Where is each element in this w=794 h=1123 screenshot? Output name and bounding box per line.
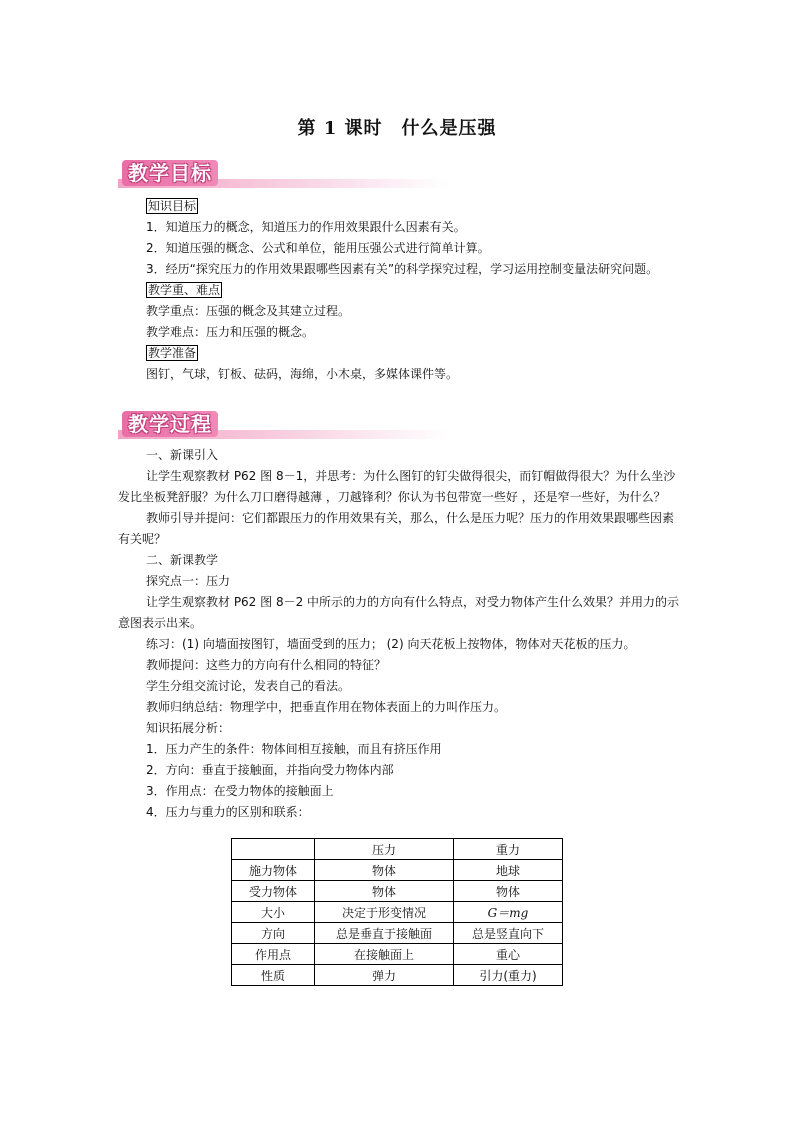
table-cell: 重心	[454, 944, 563, 965]
table-cell: 总是竖直向下	[454, 923, 563, 944]
prep-heading: 教学准备	[148, 346, 197, 360]
difficult-point: 教学难点：压力和压强的概念。	[146, 325, 315, 339]
table-cell: 受力物体	[232, 881, 315, 902]
paragraph: 3．作用点：在受力物体的接触面上	[146, 784, 334, 798]
table-cell: 物体	[454, 881, 563, 902]
paragraph: 让学生观察教材 P62 图 8－2 中所示的力的方向有什么特点，对受力物体产生什么效果？并用力的示意图表示出来。	[118, 595, 680, 630]
key-heading: 教学重、难点	[148, 283, 221, 297]
table-cell: 弹力	[315, 965, 454, 986]
table-cell: 方向	[232, 923, 315, 944]
table-row	[232, 860, 563, 881]
paragraph: 4．压力与重力的区别和联系：	[146, 805, 310, 819]
banner-label: 教学过程	[122, 411, 218, 437]
banner-label: 教学目标	[122, 160, 218, 186]
table-cell: 引力(重力)	[454, 965, 563, 986]
table-cell: 施力物体	[232, 860, 315, 881]
objectives-section	[118, 196, 680, 385]
table-row	[232, 944, 563, 965]
paragraph: 知识拓展分析：	[146, 721, 231, 735]
table-cell: 压力	[315, 839, 454, 860]
knowledge-heading: 知识目标	[148, 199, 197, 213]
table-row	[232, 923, 563, 944]
comparison-table	[231, 838, 563, 986]
paragraph: 练习：(1) 向墙面按图钉，墙面受到的压力； (2) 向天花板上按物体，物体对天花板的压力。	[146, 637, 636, 651]
table-header-row	[232, 839, 563, 860]
objective-item: 1．知道压力的概念，知道压力的作用效果跟什么因素有关。	[146, 220, 466, 234]
objective-item: 3．经历“探究压力的作用效果跟哪些因素有关”的科学探究过程，学习运用控制变量法研究问题。	[146, 262, 659, 276]
table-row	[232, 881, 563, 902]
paragraph: 探究点一：压力	[146, 574, 231, 588]
table-cell: G＝mg	[454, 902, 563, 923]
key-point: 教学重点：压强的概念及其建立过程。	[146, 304, 351, 318]
prep-text: 图钉，气球，钉板、砝码，海绵，小木桌，多媒体课件等。	[146, 367, 459, 381]
table-cell	[232, 839, 315, 860]
paragraph: 1．压力产生的条件：物体间相互接触，而且有挤压作用	[146, 742, 442, 756]
table-cell: 决定于形变情况	[315, 902, 454, 923]
table-cell: 总是垂直于接触面	[315, 923, 454, 944]
table-row	[232, 965, 563, 986]
table-cell: 在接触面上	[315, 944, 454, 965]
paragraph: 让学生观察教材 P62 图 8－1，并思考：为什么图钉的钉尖做得很尖，而钉帽做得很大？为什么坐沙发比坐板凳舒服？为什么刀口磨得越薄 ，刀越锋利？你认为书包带宽一些好 ，还是窄一些好，为什么？	[118, 469, 676, 504]
table-cell: 大小	[232, 902, 315, 923]
page-title: 第 1 课时 什么是压强	[297, 118, 497, 139]
table-cell: 物体	[315, 881, 454, 902]
table-cell: 物体	[315, 860, 454, 881]
table-cell: 性质	[232, 965, 315, 986]
paragraph: 教师归纳总结：物理学中，把垂直作用在物体表面上的力叫作压力。	[146, 700, 507, 714]
objective-item: 2．知道压强的概念、公式和单位，能用压强公式进行简单计算。	[146, 241, 490, 255]
paragraph: 一、新课引入	[146, 448, 219, 462]
paragraph: 二、新课教学	[146, 553, 219, 567]
table-cell: 作用点	[232, 944, 315, 965]
table-cell: 地球	[454, 860, 563, 881]
paragraph: 教师提问：这些力的方向有什么相同的特征？	[146, 658, 387, 672]
objectives-banner	[118, 160, 448, 190]
paragraph: 2．方向：垂直于接触面，并指向受力物体内部	[146, 763, 394, 777]
process-section	[118, 445, 680, 823]
table-cell: 重力	[454, 839, 563, 860]
paragraph: 教师引导并提问：它们都跟压力的作用效果有关，那么，什么是压力呢？压力的作用效果跟哪些因素有关呢？	[118, 511, 675, 546]
table-row	[232, 902, 563, 923]
process-banner	[118, 411, 448, 441]
paragraph: 学生分组交流讨论，发表自己的看法。	[146, 679, 351, 693]
